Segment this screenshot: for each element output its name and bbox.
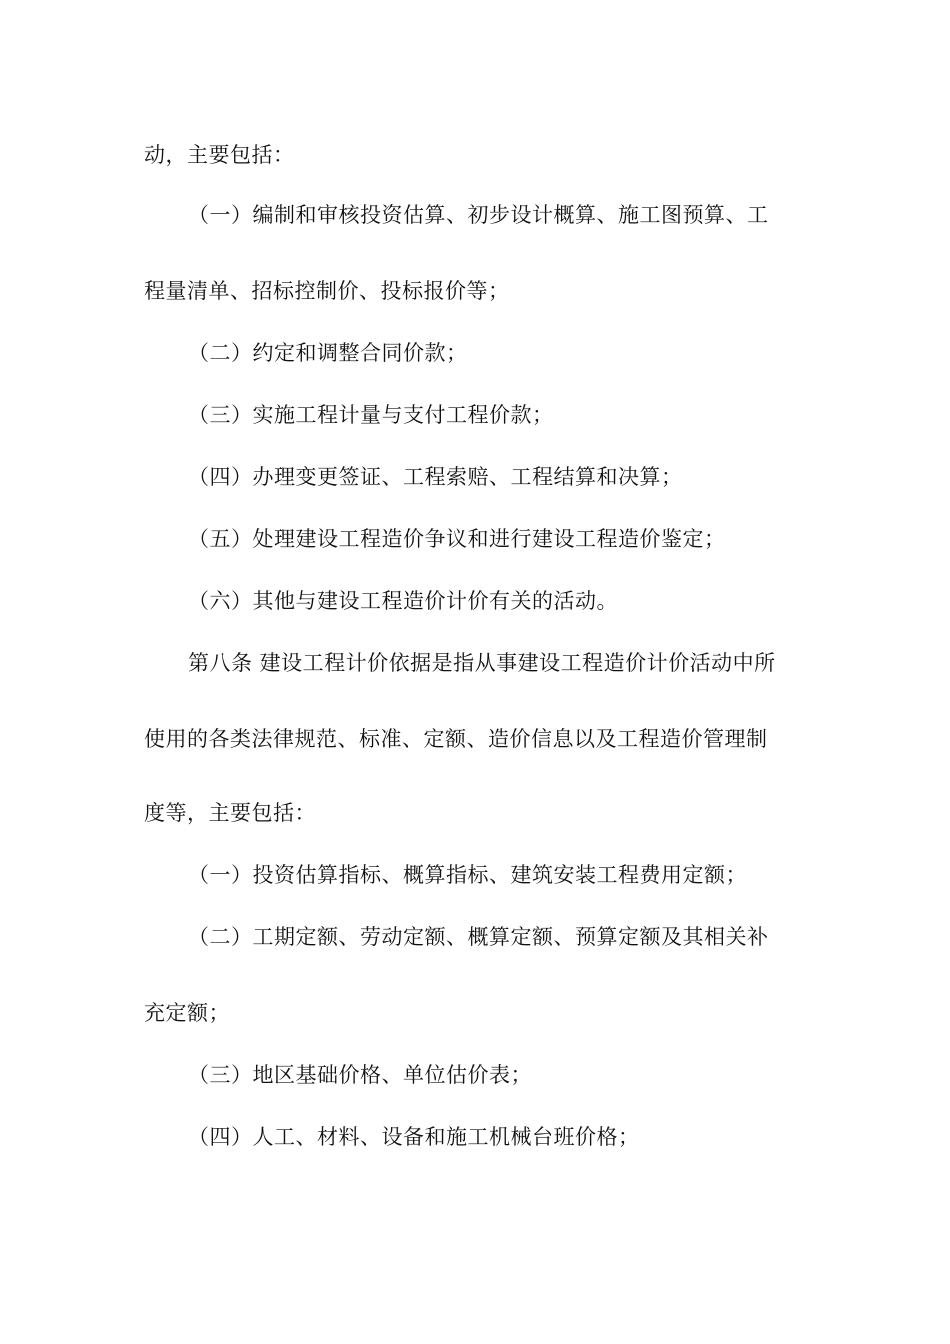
text-line: （四）人工、材料、设备和施工机械台班价格； [188,1125,640,1149]
text-line: （三）实施工程计量与支付工程价款； [188,403,554,427]
text-line: 充定额； [144,1001,230,1025]
text-line: （六）其他与建设工程造价计价有关的活动。 [188,589,618,613]
text-line: 程量清单、招标控制价、投标报价等； [144,279,510,303]
text-line: （五）处理建设工程造价争议和进行建设工程造价鉴定； [188,527,726,551]
article-heading-line: 第八条 建设工程计价依据是指从事建设工程造价计价活动中所 [188,651,776,675]
text-line: 度等，主要包括： [144,801,316,825]
text-line: 动，主要包括： [144,143,295,167]
text-line: （二）工期定额、劳动定额、概算定额、预算定额及其相关补 [188,925,769,949]
text-line: （一）编制和审核投资估算、初步设计概算、施工图预算、工 [188,203,769,227]
text-line: （三）地区基础价格、单位估价表； [188,1063,532,1087]
text-line: （一）投资估算指标、概算指标、建筑安装工程费用定额； [188,863,747,887]
text-line: 使用的各类法律规范、标准、定额、造价信息以及工程造价管理制 [144,727,768,751]
text-line: （二）约定和调整合同价款； [188,341,468,365]
text-line: （四）办理变更签证、工程索赔、工程结算和决算； [188,465,683,489]
